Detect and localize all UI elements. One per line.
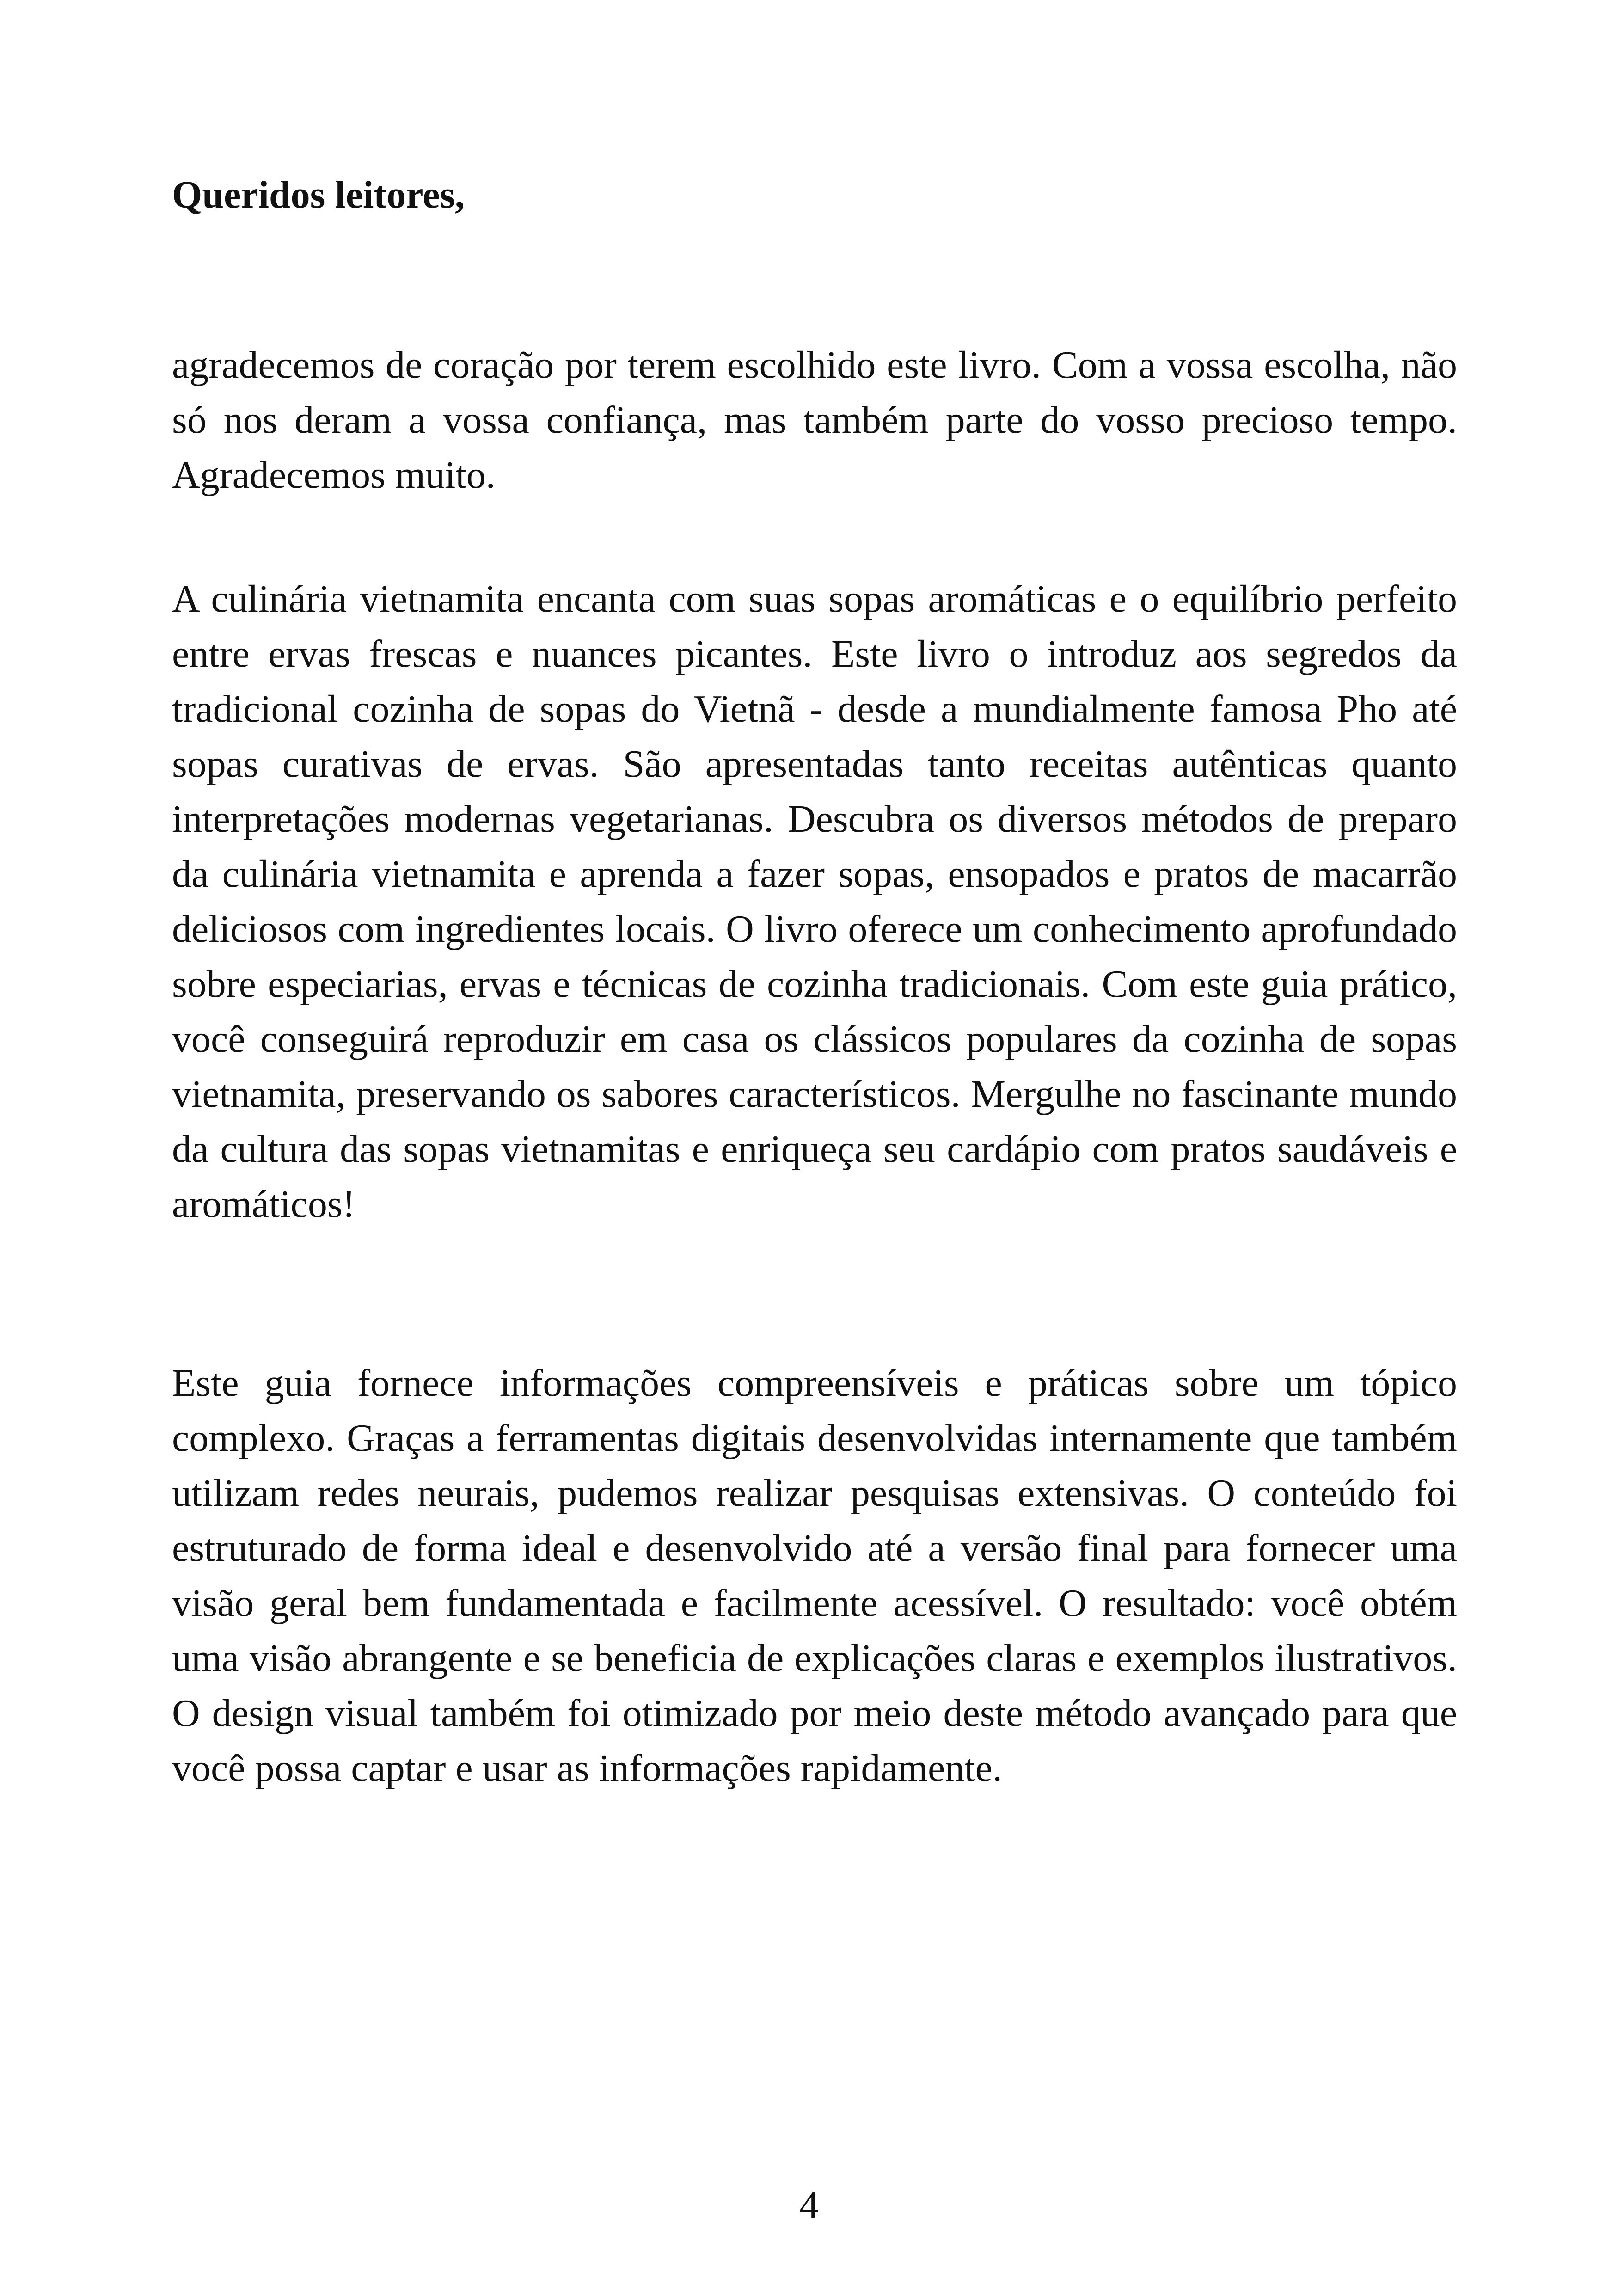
paragraph-thanks: agradecemos de coração por terem escolhido este livro. Com a vossa escolha, não só nos deram a vossa confiança, mas também parte do vosso precioso tempo. Agradecemos muito. — [172, 344, 1457, 497]
page-number: 4 — [799, 2184, 819, 2227]
paragraph-cuisine: A culinária vietnamita encanta com suas sopas aromáticas e o equilíbrio perfeito entre ervas frescas e nuances picantes. Este livro o introduz aos segredos da tradicional cozinha de sopas do Vietnã - desde a mundialmente famosa Pho até sopas curativas de ervas. São apresentadas tanto receitas autênticas quanto interpretações modernas vegetarianas. Descubra os diversos métodos de preparo da culinária vietnamita e aprenda a fazer sopas, ensopados e pratos de macarrão deliciosos com ingredientes locais. O livro oferece um conhecimento aprofundado sobre especiarias, ervas e técnicas de cozinha tradicionais. Com este guia prático, você conseguirá reproduzir em casa os clássicos populares da cozinha de sopas vietnamita, preservando os sabores característicos. Mergulhe no fascinante mundo da cultura das sopas vietnamitas e enriqueça seu cardápio com pratos saudáveis e aromáticos! — [172, 577, 1457, 1226]
salutation-heading: Queridos leitores, — [172, 173, 465, 216]
paragraph-guide: Este guia fornece informações compreensíveis e práticas sobre um tópico complexo. Graças a ferramentas digitais desenvolvidas internamente que também utilizam redes neurais, pudemos realizar pesquisas extensivas. O conteúdo foi estruturado de forma ideal e desenvolvido até a versão final para fornecer uma visão geral bem fundamentada e facilmente acessível. O resultado: você obtém uma visão abrangente e se beneficia de explicações claras e exemplos ilustrativos. O design visual também foi otimizado por meio deste método avançado para que você possa captar e usar as informações rapidamente. — [172, 1362, 1457, 1790]
